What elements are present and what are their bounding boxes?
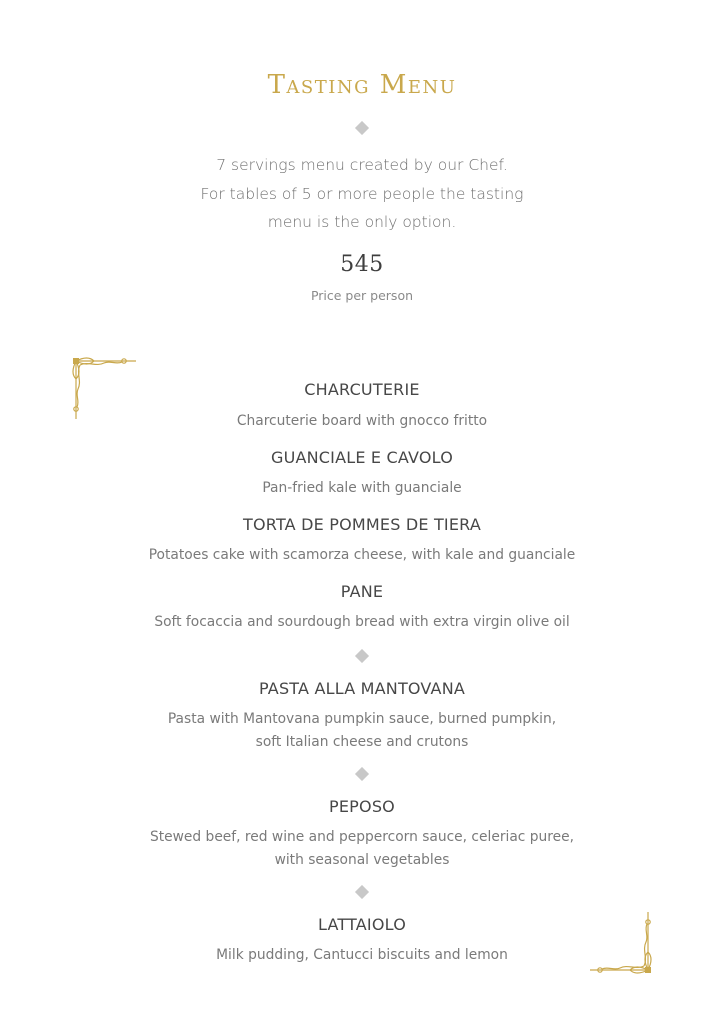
page-title: Tasting Menu	[267, 70, 457, 100]
price-label: Price per person	[310, 288, 414, 303]
corner-ornament-bottom-right-icon	[588, 910, 654, 976]
course-name: PANE	[340, 582, 384, 601]
course-name: TORTA DE POMMES DE TIERA	[243, 515, 481, 534]
menu-intro	[0, 151, 724, 237]
course-name: PEPOSO	[329, 797, 395, 816]
course-description: Soft focaccia and sourdough bread with extra virgin olive oil	[154, 614, 570, 630]
intro-line: 7 servings menu created by our Chef.	[216, 156, 508, 174]
course-item	[0, 582, 724, 634]
course-description: soft Italian cheese and crutons	[255, 733, 469, 750]
course-name: PASTA ALLA MANTOVANA	[258, 679, 466, 698]
course-description: Milk pudding, Cantucci biscuits and lemon	[216, 947, 508, 963]
course-description: with seasonal vegetables	[274, 851, 450, 868]
course-name: LATTAIOLO	[317, 915, 406, 934]
course-description: Charcuterie board with gnocco fritto	[236, 413, 488, 429]
intro-line: For tables of 5 or more people the tasting	[200, 184, 524, 203]
section-divider	[0, 767, 724, 781]
course-description: Stewed beef, red wine and peppercorn sauce, celeriac puree,	[149, 829, 574, 845]
section-divider	[0, 649, 724, 663]
section-divider	[0, 885, 724, 899]
intro-line: menu is the only option.	[267, 213, 457, 231]
course-name: GUANCIALE E CAVOLO	[270, 448, 454, 467]
course-item	[0, 515, 724, 567]
title-divider	[0, 121, 724, 135]
course-item	[0, 448, 724, 500]
course-description: Pasta with Mantovana pumpkin sauce, burned pumpkin,	[167, 711, 557, 727]
course-description: Pan-fried kale with guanciale	[262, 480, 462, 496]
course-item	[0, 797, 724, 871]
course-item	[0, 679, 724, 753]
price-value: 545	[340, 252, 384, 277]
course-name: CHARCUTERIE	[304, 380, 420, 399]
course-item	[0, 380, 724, 433]
course-description: Potatoes cake with scamorza cheese, with kale and guanciale	[148, 547, 576, 563]
